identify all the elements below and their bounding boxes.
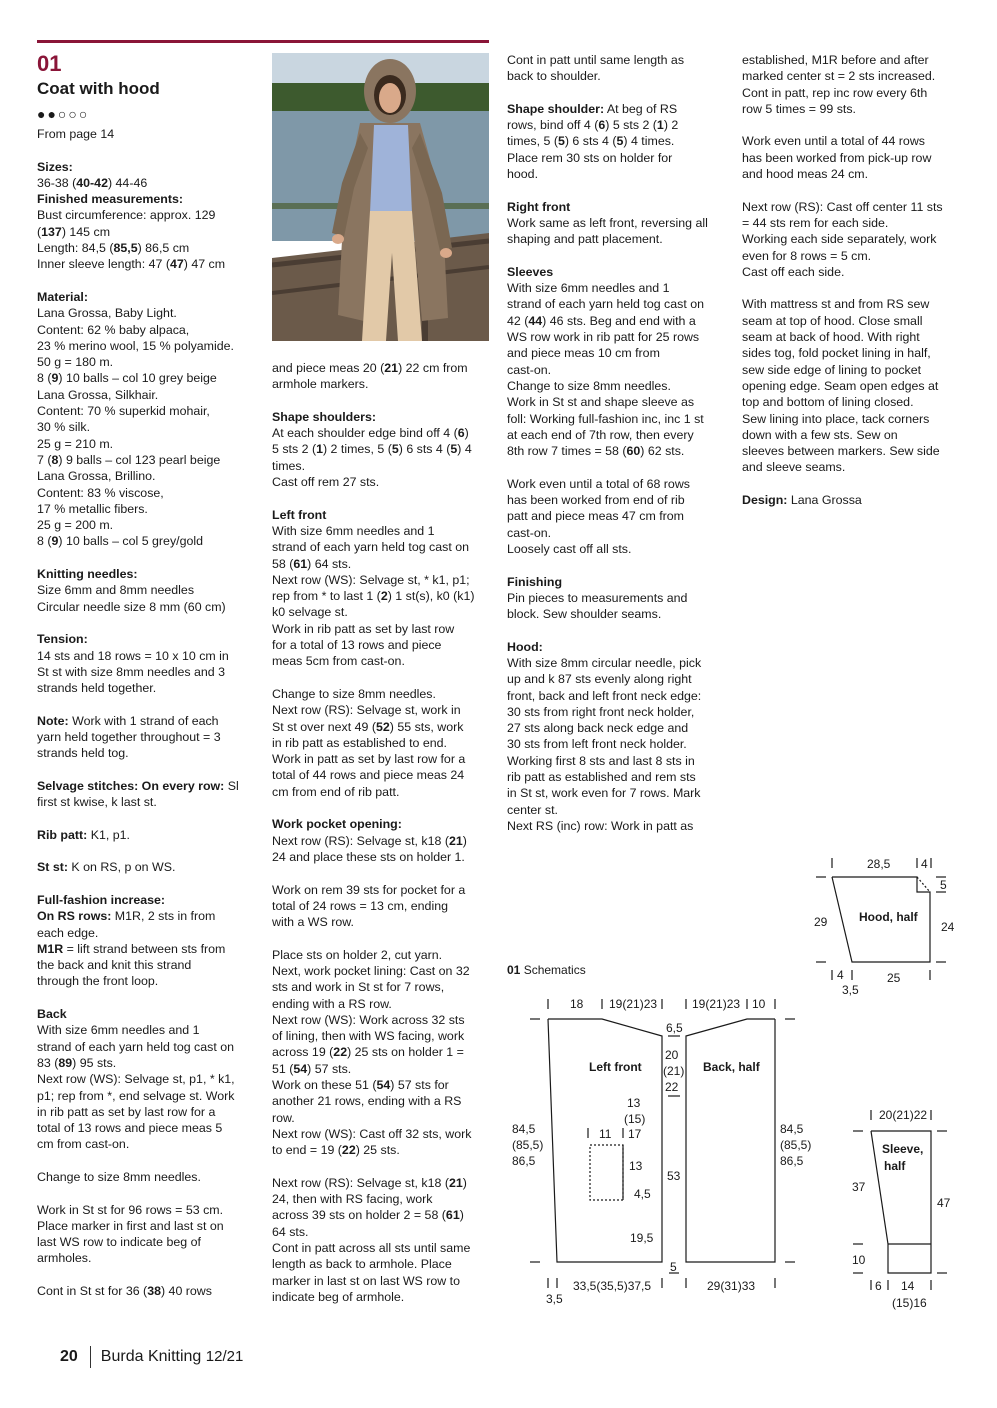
col2-line: Next row (RS): Selvage st, k18 (21) <box>272 1175 467 1190</box>
col2-line: 58 (61) 64 sts. <box>272 556 352 571</box>
ff-rs-line: On RS rows: M1R, 2 sts in from <box>37 909 216 924</box>
back-line: cm from cast-on. <box>37 1137 130 1152</box>
bust-line-2: (137) 145 cm <box>37 224 111 239</box>
from-page: From page 14 <box>37 127 115 141</box>
col3-line: Pin pieces to measurements and <box>507 590 688 605</box>
material-line: 50 g = 180 m. <box>37 355 114 370</box>
rib-patt: Rib patt: K1, p1. <box>37 827 130 842</box>
schematics-caption: 01 Schematics <box>507 963 586 977</box>
col3-line: 30 sts from left front neck holder. <box>507 737 687 752</box>
col2-line: and piece meas 20 (21) 22 cm from <box>272 361 468 375</box>
col3-line: has been worked from end of rib <box>507 493 685 508</box>
col3-line: Change to size 8mm needles. <box>507 378 671 393</box>
needles-line-2: Circular needle size 8 mm (60 cm) <box>37 599 226 614</box>
issue: 12/21 <box>205 1348 244 1366</box>
col4-line: sides tog, fold pocket lining in half, <box>742 346 931 361</box>
col2-line: Place sts on holder 2, cut yarn. <box>272 947 443 962</box>
col3-line: rib patt as established and rem sts <box>507 770 696 785</box>
col4-line: established, M1R before and after <box>742 53 929 67</box>
col3-line: front, back and left front neck edge: <box>507 688 702 703</box>
col2-line: 64 sts. <box>272 1224 309 1239</box>
tension-line-1: 14 sts and 18 rows = 10 x 10 cm in <box>37 648 229 663</box>
col4-line: Cont in patt, rep inc row every 6th <box>742 85 928 100</box>
length-left-1: 84,5 <box>512 1122 536 1136</box>
hood-bot-small: 3,5 <box>842 983 859 997</box>
material-heading: Material: <box>37 289 88 304</box>
tension-line-2: St st with size 8mm needles and 3 <box>37 664 226 679</box>
back-line: Work in St st for 96 rows = 53 cm. <box>37 1202 224 1217</box>
material-line: 17 % metallic fibers. <box>37 501 148 516</box>
body-schematic <box>530 999 795 1288</box>
back-heading: Back <box>37 1007 67 1022</box>
material-line: Content: 62 % baby alpaca, <box>37 322 190 337</box>
back-line: armholes. <box>37 1251 92 1266</box>
col2-line: Next row (WS): Work across 32 sts <box>272 1012 465 1027</box>
page-footer <box>60 1346 243 1368</box>
col3-line: Next RS (inc) row: Work in patt as <box>507 818 694 833</box>
pattern-title: Coat with hood <box>37 79 160 98</box>
col2-line: cm from end of rib patt. <box>272 784 400 799</box>
col3-line: foll: Working full-fashion inc, inc 1 st <box>507 411 704 426</box>
armhole-2: (21) <box>663 1064 685 1078</box>
stst: St st: K on RS, p on WS. <box>37 860 176 875</box>
col2-line: total of 44 rows and piece meas 24 <box>272 768 465 783</box>
back-line: With size 6mm needles and 1 <box>37 1023 200 1038</box>
design-credit: Design: Lana Grossa <box>742 493 862 508</box>
pocket-11: 11 <box>599 1127 612 1141</box>
material-line: 25 g = 210 m. <box>37 436 114 451</box>
material-line: Lana Grossa, Baby Light. <box>37 306 177 321</box>
col4-line: seam at back of hood. With right <box>742 330 920 345</box>
back-line: in rib patt as set by last row for a <box>37 1104 216 1119</box>
col2-line: Work in patt as set by last row for a <box>272 752 466 767</box>
sleeve-label-2: half <box>884 1159 906 1173</box>
body-53: 53 <box>667 1169 681 1183</box>
col3-line: 27 sts along back neck edge and <box>507 721 689 736</box>
col3-line: With size 6mm needles and 1 <box>507 281 670 296</box>
body-19-5: 19,5 <box>630 1231 654 1245</box>
col3-line: shaping and patt placement. <box>507 232 663 247</box>
back-line: last WS row to indicate beg of <box>37 1235 201 1250</box>
pocket-13b: 13 <box>629 1159 643 1173</box>
col2-line: across 19 (22) 25 sts on holder 1 = <box>272 1045 464 1060</box>
ff-heading: Full-fashion increase: <box>37 892 166 907</box>
col3-line: up and k 87 sts evenly along right <box>507 672 692 687</box>
length-right-2: (85,5) <box>780 1138 812 1152</box>
ff-m1r-line-2: the back and knit this strand <box>37 958 192 973</box>
note-line-1: Note: Work with 1 strand of each <box>37 713 219 728</box>
col2-line: to end = 19 (22) 25 sts. <box>272 1143 400 1158</box>
body-top-1: 18 <box>570 997 584 1011</box>
tension-line-3: strands held together. <box>37 681 157 696</box>
sleeve-label-1: Sleeve, <box>882 1142 924 1156</box>
length-line: Length: 84,5 (85,5) 86,5 cm <box>37 241 190 256</box>
col2-line: length as back to armhole. Place <box>272 1257 452 1272</box>
col4-line: = 44 sts rem for each side. <box>742 215 889 230</box>
material-line: 8 (9) 10 balls – col 5 grey/gold <box>37 534 204 549</box>
col4-line: top and bottom of lining closed. <box>742 395 914 410</box>
back-line: p1; rep from *, end selvage st. Work <box>37 1088 235 1103</box>
col4-line: even for 8 rows = 5 cm. <box>742 248 872 263</box>
left-front-heading: Left front <box>272 507 327 522</box>
hood-heading: Hood: <box>507 639 543 654</box>
pocket-4-5: 4,5 <box>634 1187 651 1201</box>
col2-line: Next row (RS): Selvage st, k18 (21) <box>272 833 467 848</box>
sleeve-bottom-6: 6 <box>875 1279 882 1293</box>
col3-line: center st. <box>507 802 558 817</box>
col4-line: sew side edge of lining to pocket <box>742 362 922 377</box>
col3-line: Cont in patt until same length as <box>507 53 685 67</box>
hood-bot-l: 4 <box>837 968 844 982</box>
sleeve-length-line: Inner sleeve length: 47 (47) 47 cm <box>37 257 226 272</box>
body-bottom-small: 3,5 <box>546 1292 563 1306</box>
length-right-1: 84,5 <box>780 1122 804 1136</box>
col4-line: has been worked from pick-up row <box>742 150 932 165</box>
body-top-2: 19(21)23 <box>609 997 658 1011</box>
col3-line: and piece meas 10 cm from <box>507 346 660 361</box>
col4-line: seam at top of hood. Close small <box>742 313 923 328</box>
pocket-15: (15) <box>624 1112 646 1126</box>
bust-line: Bust circumference: approx. 129 <box>37 208 216 223</box>
magazine-name: Burda Knitting <box>100 1348 202 1366</box>
col3-line: rows, bind off 4 (6) 5 sts 2 (1) 2 <box>507 118 679 133</box>
col2-line: Next row (WS): Selvage st, * k1, p1; <box>272 572 470 587</box>
shape-shoulders-heading: Shape shoulders: <box>272 409 376 424</box>
col2-line: rep from * to last 1 (2) 1 st(s), k0 (k1) <box>272 589 475 604</box>
col4-line: Working each side separately, work <box>742 232 937 247</box>
col2-line: Next, work pocket lining: Cast on 32 <box>272 963 470 978</box>
col3-line: back to shoulder. <box>507 69 601 84</box>
col3-line: cast-on. <box>507 362 552 377</box>
col3-line: 42 (44) 46 sts. Beg and end with a <box>507 313 696 328</box>
col3-line: 8th row 7 times = 58 (60) 62 sts. <box>507 444 685 459</box>
col2-line: Change to size 8mm needles. <box>272 686 436 701</box>
back-line: 83 (89) 95 sts. <box>37 1055 117 1070</box>
col2-line: Work on rem 39 sts for pocket for a <box>272 882 466 897</box>
tension-heading: Tension: <box>37 632 88 647</box>
col3-line: Working first 8 sts and last 8 sts in <box>507 753 695 768</box>
col2-line: Work on these 51 (54) 57 sts for <box>272 1078 449 1093</box>
length-left-2: (85,5) <box>512 1138 544 1152</box>
hood-labels <box>814 857 955 997</box>
col3-line: cast-on. <box>507 525 552 540</box>
note-line-2: yarn held together throughout = 3 <box>37 729 221 744</box>
armhole-3: 22 <box>665 1080 679 1094</box>
material-line: 30 % silk. <box>37 420 91 435</box>
sleeve-10: 10 <box>852 1253 866 1267</box>
col2-line: with a WS row. <box>272 915 354 930</box>
back-line: total of 13 rows and piece meas 5 <box>37 1121 223 1136</box>
col4-line: Next row (RS): Cast off center 11 sts <box>742 199 943 214</box>
material-line: Content: 83 % viscose, <box>37 485 164 500</box>
right-front-heading: Right front <box>507 199 571 214</box>
sizes-line: 36-38 (40-42) 44-46 <box>37 175 148 190</box>
measurements-heading: Finished measurements: <box>37 192 183 207</box>
col2-line: total of 24 rows = 13 cm, ending <box>272 898 448 913</box>
back-half-label: Back, half <box>703 1060 760 1074</box>
material-line: 8 (9) 10 balls – col 10 grey beige <box>37 371 217 386</box>
length-left-3: 86,5 <box>512 1154 536 1168</box>
footer-divider <box>90 1346 91 1368</box>
pocket-17: 17 <box>628 1127 642 1141</box>
sleeve-37: 37 <box>852 1180 866 1194</box>
needles-line-1: Size 6mm and 8mm needles <box>37 583 195 598</box>
col3-line: patt and piece meas 47 cm from <box>507 509 684 524</box>
col2-line: Next row (WS): Cast off 32 sts, work <box>272 1126 472 1141</box>
material-line: Lana Grossa, Brillino. <box>37 469 156 484</box>
hood-right: 24 <box>941 920 955 934</box>
col2-line: k0 selvage st. <box>272 605 348 620</box>
col4-line: and hood meas 24 cm. <box>742 167 869 182</box>
col4-line: sleeves between markers. Sew side <box>742 444 940 459</box>
needles-heading: Knitting needles: <box>37 567 138 582</box>
col3-line: times, 5 (5) 6 sts 4 (5) 4 times. <box>507 134 675 149</box>
col4-line: opening edge. Seam open edges at <box>742 378 939 393</box>
hood-right-small: 5 <box>940 878 947 892</box>
sleeve-top: 20(21)22 <box>879 1108 928 1122</box>
col2-line: 5 sts 2 (1) 2 times, 5 (5) 6 sts 4 (5) 4 <box>272 442 472 457</box>
col2-line: another 21 rows, ending with a RS <box>272 1094 462 1109</box>
sleeves-heading: Sleeves <box>507 264 554 279</box>
back-line: Change to size 8mm needles. <box>37 1170 201 1184</box>
col3-line: 30 sts from right front neck holder, <box>507 704 695 719</box>
col2-line: With size 6mm needles and 1 <box>272 523 435 538</box>
col2-line: for a total of 13 rows and piece <box>272 638 442 653</box>
col3-line: Loosely cast off all sts. <box>507 541 632 556</box>
sleeve-schematic <box>853 1110 947 1290</box>
body-5: 5 <box>670 1260 677 1274</box>
col4-line: Work even until a total of 44 rows <box>742 134 925 149</box>
body-bottom-2: 29(31)33 <box>707 1279 756 1293</box>
col2-line: St st over next 49 (52) 55 sts, work <box>272 719 464 734</box>
body-bottom-1: 33,5(35,5)37,5 <box>573 1279 652 1293</box>
material-line: Content: 70 % superkid mohair, <box>37 404 210 419</box>
col2-line: meas 5cm from cast-on. <box>272 654 405 669</box>
col3-line: WS row work in rib patt for 25 rows <box>507 330 700 345</box>
col2-line: across 39 sts on holder 2 = 58 (61) <box>272 1208 464 1223</box>
col2-line: indicate beg of armhole. <box>272 1289 405 1304</box>
material-line: Lana Grossa, Silkhair. <box>37 387 159 402</box>
col2-line: row. <box>272 1110 295 1125</box>
armhole-1: 20 <box>665 1048 679 1062</box>
col2-line: Cont in patt across all sts until same <box>272 1241 471 1256</box>
col2-line: Next row (RS): Selvage st, work in <box>272 703 461 718</box>
col3-line: at each end of 7th row, then every <box>507 427 694 442</box>
hood-label: Hood, half <box>859 910 918 924</box>
col4-line: Cast off each side. <box>742 264 845 279</box>
hood-top-r: 4 <box>921 857 928 871</box>
pocket-opening-heading: Work pocket opening: <box>272 817 402 832</box>
pocket-13: 13 <box>627 1096 641 1110</box>
ff-m1r-line-3: through the front loop. <box>37 974 159 989</box>
back-line: Cont in St st for 36 (38) 40 rows <box>37 1284 212 1299</box>
back-line: Place marker in first and last st on <box>37 1218 224 1233</box>
hood-top: 28,5 <box>867 857 891 871</box>
col3-line: Work even until a total of 68 rows <box>507 476 690 491</box>
col2-line: At each shoulder edge bind off 4 (6) <box>272 426 469 441</box>
col3-line: Work in St st and shape sleeve as <box>507 395 695 410</box>
col4-line: row 5 times = 99 sts. <box>742 101 856 116</box>
finishing-heading: Finishing <box>507 574 563 589</box>
sizes-heading: Sizes: <box>37 159 73 174</box>
col2-line: 24, then with RS facing, work <box>272 1192 433 1207</box>
selvage-line-2: first st kwise, k last st. <box>37 795 157 810</box>
col2-line: Work in rib patt as set by last row <box>272 621 455 636</box>
ff-m1r-line: M1R = lift strand between sts from <box>37 941 226 956</box>
hood-left: 29 <box>814 915 828 929</box>
col4-line: Sew lining into place, tack corners <box>742 411 930 426</box>
col2-line: 51 (54) 57 sts. <box>272 1061 352 1076</box>
col2-line: times. <box>272 458 306 473</box>
col3-line: With size 8mm circular needle, pick <box>507 655 702 670</box>
col4-line: down with a few sts. Sew on <box>742 427 898 442</box>
col3-line: block. Sew shoulder seams. <box>507 607 662 622</box>
col2-line: armhole markers. <box>272 377 369 392</box>
col2-line: sts and work in St st for 7 rows, <box>272 980 445 995</box>
col3-line: strand of each yarn held tog cast on <box>507 297 704 312</box>
shape-shoulder-line: Shape shoulder: At beg of RS <box>507 101 678 116</box>
hood-bot: 25 <box>887 971 901 985</box>
material-line: 23 % merino wool, 15 % polyamide. <box>37 338 234 353</box>
col2-line: of lining, then with WS facing, work <box>272 1029 465 1044</box>
back-line: Next row (WS): Selvage st, p1, * k1, <box>37 1072 235 1087</box>
sleeve-bottom-15-16: (15)16 <box>892 1296 927 1310</box>
material-line: 7 (8) 9 balls – col 123 pearl beige <box>37 452 221 467</box>
sleeve-labels <box>852 1108 951 1310</box>
length-right-3: 86,5 <box>780 1154 804 1168</box>
sleeve-bottom-14: 14 <box>901 1279 915 1293</box>
difficulty-dots: ●●○○○ <box>37 106 90 122</box>
material-line: 25 g = 200 m. <box>37 518 114 533</box>
col4-line: With mattress st and from RS sew <box>742 297 930 312</box>
col3-line: hood. <box>507 167 539 182</box>
pattern-number: 01 <box>37 51 62 76</box>
body-top-3: 19(21)23 <box>692 997 741 1011</box>
page-number: 20 <box>60 1348 78 1366</box>
col2-line: in rib patt as established to end. <box>272 735 447 750</box>
col4-line: and sleeve seams. <box>742 460 846 475</box>
col3-line: Place rem 30 sts on holder for <box>507 150 673 165</box>
back-line: strand of each yarn held tog cast on <box>37 1039 234 1054</box>
col3-line: in St st, work even for 7 rows. Mark <box>507 786 701 801</box>
col2-line: marker in last st on last WS row to <box>272 1273 460 1288</box>
ff-rs-line-2: each edge. <box>37 925 99 940</box>
col3-line: Work same as left front, reversing all <box>507 215 708 230</box>
col2-line: 24 and place these sts on holder 1. <box>272 849 465 864</box>
col2-line: strand of each yarn held tog cast on <box>272 540 469 555</box>
note-line-3: strands held tog. <box>37 746 129 761</box>
body-top-4: 10 <box>752 997 766 1011</box>
left-front-label: Left front <box>589 1060 642 1074</box>
selvage-line-1: Selvage stitches: On every row: Sl <box>37 778 239 793</box>
col2-line: Cast off rem 27 sts. <box>272 475 380 490</box>
col2-line: ending with a RS row. <box>272 996 392 1011</box>
col4-line: marked center st = 2 sts increased. <box>742 69 936 84</box>
neck-depth: 6,5 <box>666 1021 683 1035</box>
sleeve-47: 47 <box>937 1196 951 1210</box>
